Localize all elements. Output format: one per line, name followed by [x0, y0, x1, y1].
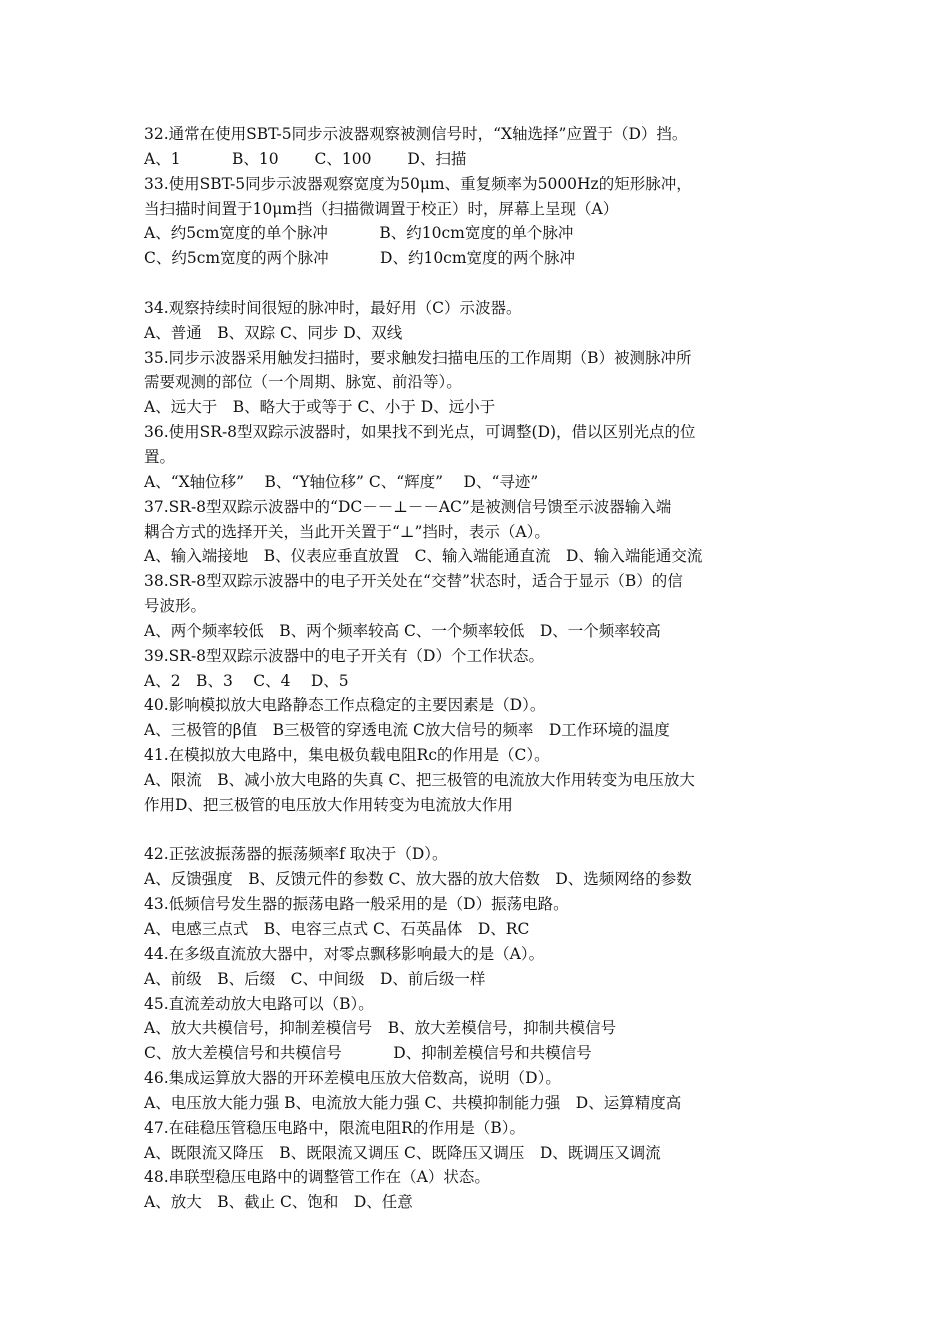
text-line: 35.同步示波器采用触发扫描时，要求触发扫描电压的工作周期（B）被测脉冲所	[144, 348, 692, 367]
text-line: 39.SR-8型双踪示波器中的电子开关有（D）个工作状态。	[144, 646, 544, 665]
text-line: 41.在模拟放大电路中，集电极负载电阻Rc的作用是（C）。	[144, 746, 550, 765]
text-line: C、放大差模信号和共模信号 D、抑制差模信号和共模信号	[144, 1044, 592, 1063]
text-line: A、放大 B、截止 C、饱和 D、任意	[144, 1193, 413, 1212]
text-line: A、三极管的β值 B三极管的穿透电流 C放大信号的频率 D工作环境的温度	[144, 721, 670, 740]
text-line: 46.集成运算放大器的开环差模电压放大倍数高，说明（D）。	[144, 1069, 561, 1088]
text-line: A、普通 B、双踪 C、同步 D、双线	[144, 323, 403, 342]
text-line: 36.使用SR-8型双踪示波器时，如果找不到光点，可调整(D)，借以区别光点的位	[144, 423, 696, 442]
blank-line	[144, 818, 814, 843]
text-line: 43.低频信号发生器的振荡电路一般采用的是（D）振荡电路。	[144, 895, 569, 914]
text-line: A、电压放大能力强 B、电流放大能力强 C、共模抑制能力强 D、运算精度高	[144, 1093, 682, 1112]
text-line: 34.观察持续时间很短的脉冲时，最好用（C）示波器。	[144, 298, 522, 317]
text-line: C、约5cm宽度的两个脉冲 D、约10cm宽度的两个脉冲	[144, 249, 576, 268]
text-line: 33.使用SBT-5同步示波器观察宽度为50μm、重复频率为5000Hz的矩形脉冲，	[144, 174, 692, 193]
text-line: A、限流 B、减小放大电路的失真 C、把三极管的电流放大作用转变为电压放大	[144, 770, 695, 789]
text-line: 需要观测的部位（一个周期、脉宽、前沿等）。	[144, 373, 462, 392]
text-line: A、反馈强度 B、反馈元件的参数 C、放大器的放大倍数 D、选频网络的参数	[144, 870, 692, 889]
blank-line	[144, 271, 814, 296]
text-line: 40.影响模拟放大电路静态工作点稳定的主要因素是（D）。	[144, 696, 546, 715]
text-line: A、远大于 B、略大于或等于 C、小于 D、远小于	[144, 398, 496, 417]
text-line: A、两个频率较低 B、两个频率较高 C、一个频率较低 D、一个频率较高	[144, 621, 661, 640]
text-line: 37.SR-8型双踪示波器中的“DC－－⊥－－AC”是被测信号馈至示波器输入端	[144, 497, 672, 516]
text-line: A、1 B、10 C、100 D、扫描	[144, 149, 467, 168]
text-line: A、前级 B、后缀 C、中间级 D、前后级一样	[144, 969, 486, 988]
text-line: 号波形。	[144, 597, 207, 616]
text-line: A、“X轴位移” B、“Y轴位移” C、“辉度” D、“寻迹”	[144, 472, 539, 491]
text-line: A、电感三点式 B、电容三点式 C、石英晶体 D、RC	[144, 920, 530, 938]
text-line: 45.直流差动放大电路可以（B）。	[144, 994, 374, 1013]
text-line: 作用D、把三极管的电压放大作用转变为电流放大作用	[144, 795, 513, 814]
text-line: 44.在多级直流放大器中，对零点飘移影响最大的是（A）。	[144, 944, 545, 963]
text-line: 38.SR-8型双踪示波器中的电子开关处在“交替”状态时，适合于显示（B）的信	[144, 572, 683, 591]
text-line: 47.在硅稳压管稳压电路中，限流电阻R的作用是（B）。	[144, 1118, 525, 1137]
text-line: A、放大共模信号，抑制差模信号 B、放大差模信号，抑制共模信号	[144, 1019, 617, 1038]
text-line: 当扫描时间置于10μm挡（扫描微调置于校正）时，屏幕上呈现（A）	[144, 199, 619, 218]
text-line: 耦合方式的选择开关，当此开关置于“⊥”挡时，表示（A）。	[144, 522, 550, 541]
text-line: 32.通常在使用SBT-5同步示波器观察被测信号时，“X轴选择”应置于（D）挡。	[144, 125, 688, 143]
text-line: 48.串联型稳压电路中的调整管工作在（A）状态。	[144, 1168, 490, 1187]
text-line: A、既限流又降压 B、既限流又调压 C、既降压又调压 D、既调压又调流	[144, 1143, 661, 1162]
text-line: A、约5cm宽度的单个脉冲 B、约10cm宽度的单个脉冲	[144, 224, 574, 243]
text-line: 置。	[144, 447, 176, 466]
text-line: 42.正弦波振荡器的振荡频率f 取决于（D）。	[144, 845, 448, 864]
text-line: A、2 B、3 C、4 D、5	[144, 671, 349, 690]
text-line: A、输入端接地 B、仪表应垂直放置 C、输入端能通直流 D、输入端能通交流	[144, 547, 703, 566]
document-page	[144, 122, 814, 1215]
